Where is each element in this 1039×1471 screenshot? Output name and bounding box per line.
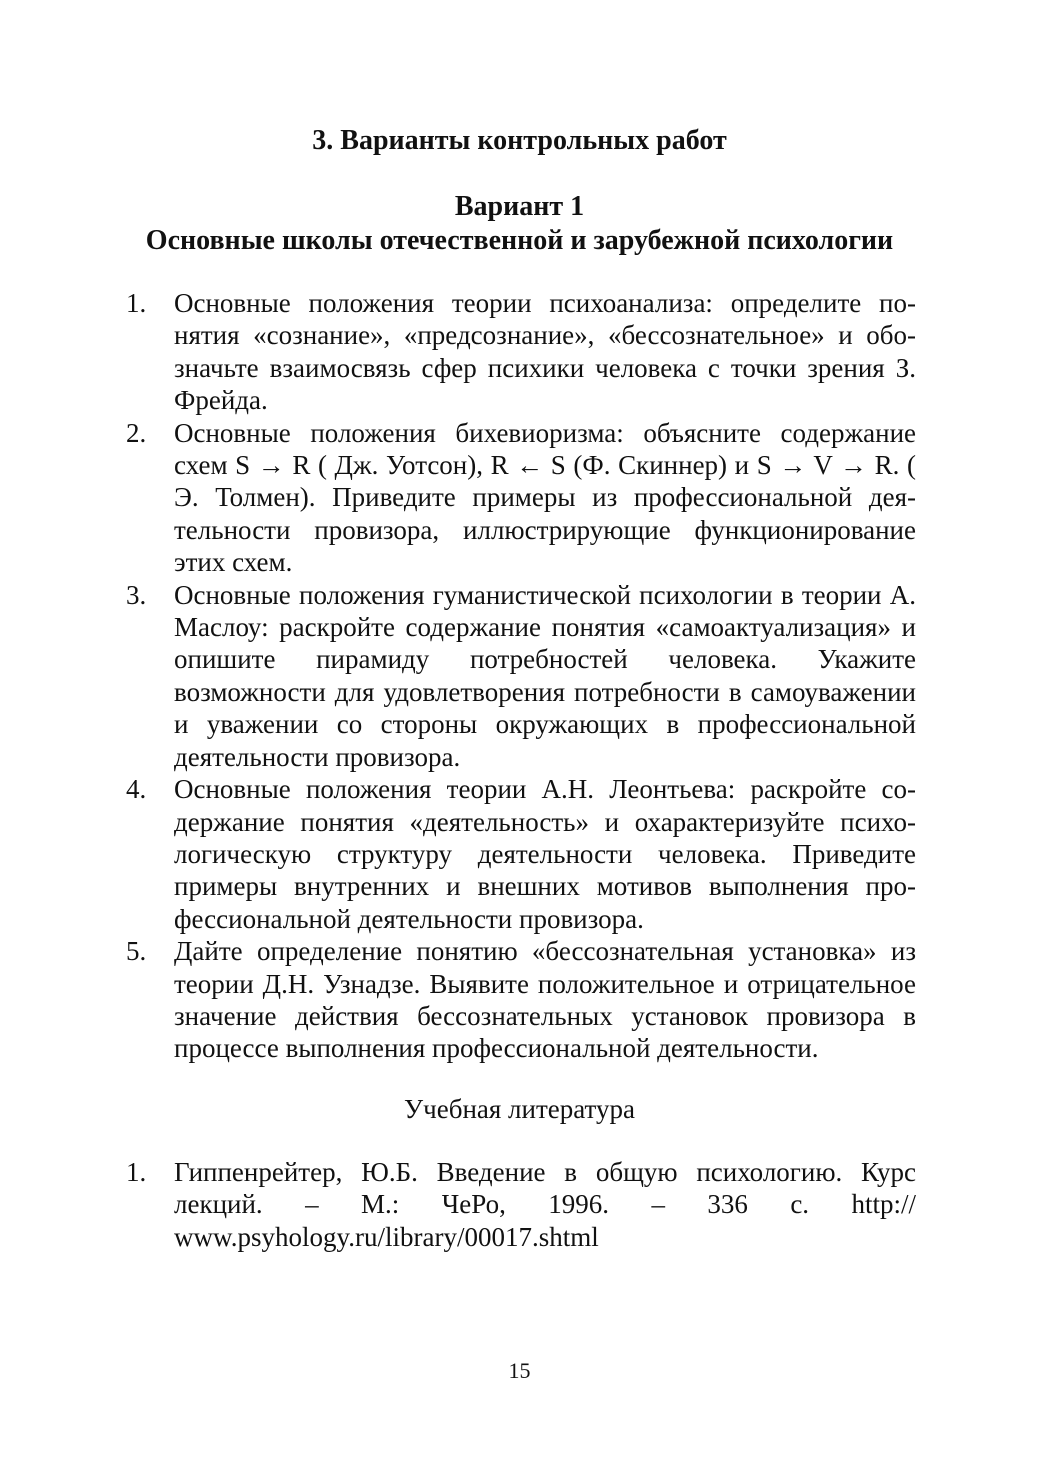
task-item: [126, 579, 916, 773]
task-text: Дайте определение понятию «бессознательная установка» из теории Д.Н. Узнадзе. Выявите положительное и отрицательное значение действия бессознательных установок провизора в процессе выполнения профессиональной деятельности.: [174, 936, 916, 1064]
task-text: Основные положения теории психоанализа: определите понятия «сознание», «предсознание», «бессознательное» и обозначьте взаимосвязь сфер психики человека с точки зрения З. Фрейда.: [174, 288, 916, 416]
task-text: Основные положения бихевиоризма: объясните содержание схем S → R ( Дж. Уотсон), R ← S (Ф. Скиннер) и S → V → R. ( Э. Толмен). Приведите примеры из профессиональной деятельности провизора, иллюстрирующие функционирование этих схем.: [174, 417, 916, 578]
literature-text: Гиппенрейтер, Ю.Б. Введение в общую психологию. Курс лекций. – М.: ЧеРо, 1996. – 336 с. http:// www.psyhology.ru/library/00017.shtml: [174, 1157, 916, 1252]
variant-subtitle: Основные школы отечественной и зарубежной психологии: [145, 225, 894, 256]
literature-number: 1.: [126, 1157, 147, 1187]
task-item: [126, 935, 916, 1065]
task-number: 2.: [126, 417, 147, 448]
variant-title: Вариант 1: [454, 191, 585, 222]
task-number: 4.: [126, 774, 147, 805]
task-number: 5.: [126, 936, 147, 967]
page-number: 15: [508, 1358, 531, 1383]
task-text: Основные положения гуманистической психологии в теории А. Маслоу: раскройте содержание понятия «самоактуализация» и опишите пирамиду потребностей человека. Укажите возможности для удовлетворения потребности в самоуважении и уважении со стороны окружающих в профессиональной деятельности провизора.: [174, 579, 916, 772]
literature-list: [126, 1156, 916, 1253]
task-number: 3.: [126, 579, 147, 610]
section-title: 3. Варианты контрольных работ: [312, 125, 727, 156]
task-number: 1.: [126, 288, 147, 318]
literature-item: [126, 1156, 916, 1253]
literature-heading: Учебная литература: [404, 1094, 635, 1124]
task-text: Основные положения теории А.Н. Леонтьева: раскройте содержание понятия «деятельность» и охарактеризуйте психологическую структуру деятельности человека. Приведите примеры внутренних и внешних мотивов выполнения профессиональной деятельности провизора.: [174, 774, 916, 934]
task-item: [126, 287, 916, 417]
task-item: [126, 773, 916, 935]
task-list: [126, 287, 916, 1065]
task-item: [126, 417, 916, 579]
